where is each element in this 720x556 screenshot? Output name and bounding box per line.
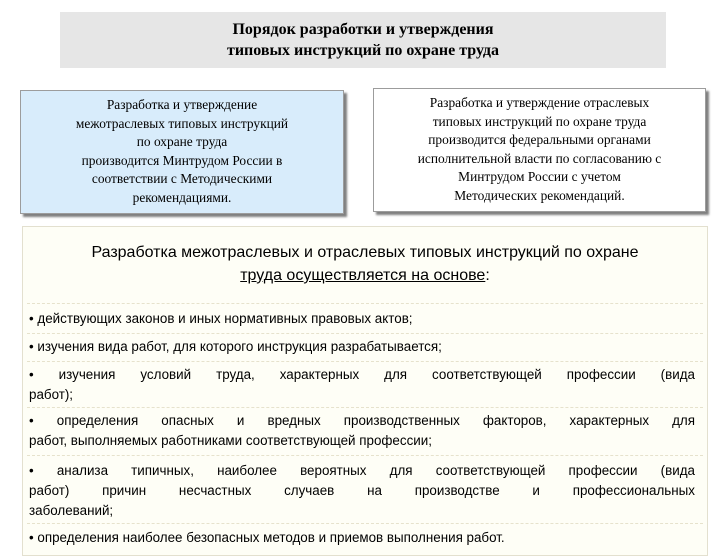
basis-heading-colon: : <box>485 267 490 284</box>
basis-heading-underlined: труда осуществляется на основе <box>240 267 486 284</box>
title-banner <box>60 12 666 68</box>
sectoral-box <box>373 88 706 212</box>
intersectoral-line: рекомендациями. <box>132 189 232 205</box>
basis-bullet <box>29 528 695 548</box>
sectoral-line: типовых инструкций по охране труда <box>432 113 647 129</box>
basis-heading <box>23 241 707 287</box>
title-line-2: типовых инструкций по охране труда <box>226 42 500 59</box>
intersectoral-line: производится Минтрудом России в <box>81 152 283 168</box>
separator <box>27 523 703 524</box>
sectoral-line: Минтрудом России с учетом <box>458 169 621 185</box>
basis-bullet-line: • определения наиболее безопасных методов и приемов выполнения работ. <box>29 530 505 545</box>
basis-bullet-line: • определения опасных и вредных производственных факторов, характерных для <box>29 413 695 428</box>
basis-heading-line-2 <box>23 264 707 287</box>
basis-bullet-line: • изучения условий труда, характерных для соответствующей профессии (вида <box>29 367 695 382</box>
basis-bullet-line: заболеваний; <box>29 503 114 518</box>
separator <box>27 407 703 408</box>
basis-heading-line-1: Разработка межотраслевых и отраслевых типовых инструкций по охране <box>91 244 639 261</box>
sectoral-line: Разработка и утверждение отраслевых <box>429 95 650 110</box>
basis-bullet-line: • изучения вида работ, для которого инструкция разрабатывается; <box>29 339 442 354</box>
basis-bullet <box>29 365 695 405</box>
basis-bullet <box>29 337 695 357</box>
intersectoral-line: соответствии с Методическими <box>91 171 273 187</box>
sectoral-line: производится федеральными органами <box>428 132 651 148</box>
basis-bullet-line: • действующих законов и иных нормативных правовых актов; <box>29 311 413 326</box>
basis-bullet-line: работ); <box>29 387 74 402</box>
sectoral-line: Методических рекомендаций. <box>454 187 625 203</box>
intersectoral-line: Разработка и утверждение <box>106 97 258 112</box>
intersectoral-line: межотраслевых типовых инструкций <box>75 115 289 131</box>
basis-bullet-line: работ) причин несчастных случаев на производстве и профессиональных <box>29 483 695 498</box>
basis-bullet <box>29 309 695 329</box>
basis-bullet-line: работ, выполняемых работниками соответствующей профессии; <box>29 433 432 448</box>
title-line-1: Порядок разработки и утверждения <box>232 21 494 38</box>
intersectoral-line: по охране труда <box>136 134 228 150</box>
sectoral-line: исполнительной власти по согласованию с <box>417 150 662 166</box>
separator <box>27 333 703 334</box>
separator <box>27 361 703 362</box>
separator <box>27 455 703 456</box>
basis-bullet <box>29 461 695 521</box>
basis-panel <box>22 226 708 556</box>
basis-bullet-line: • анализа типичных, наиболее вероятных для соответствующей профессии (вида <box>29 463 695 478</box>
intersectoral-box <box>20 90 344 214</box>
basis-bullet <box>29 411 695 451</box>
separator <box>27 303 703 304</box>
